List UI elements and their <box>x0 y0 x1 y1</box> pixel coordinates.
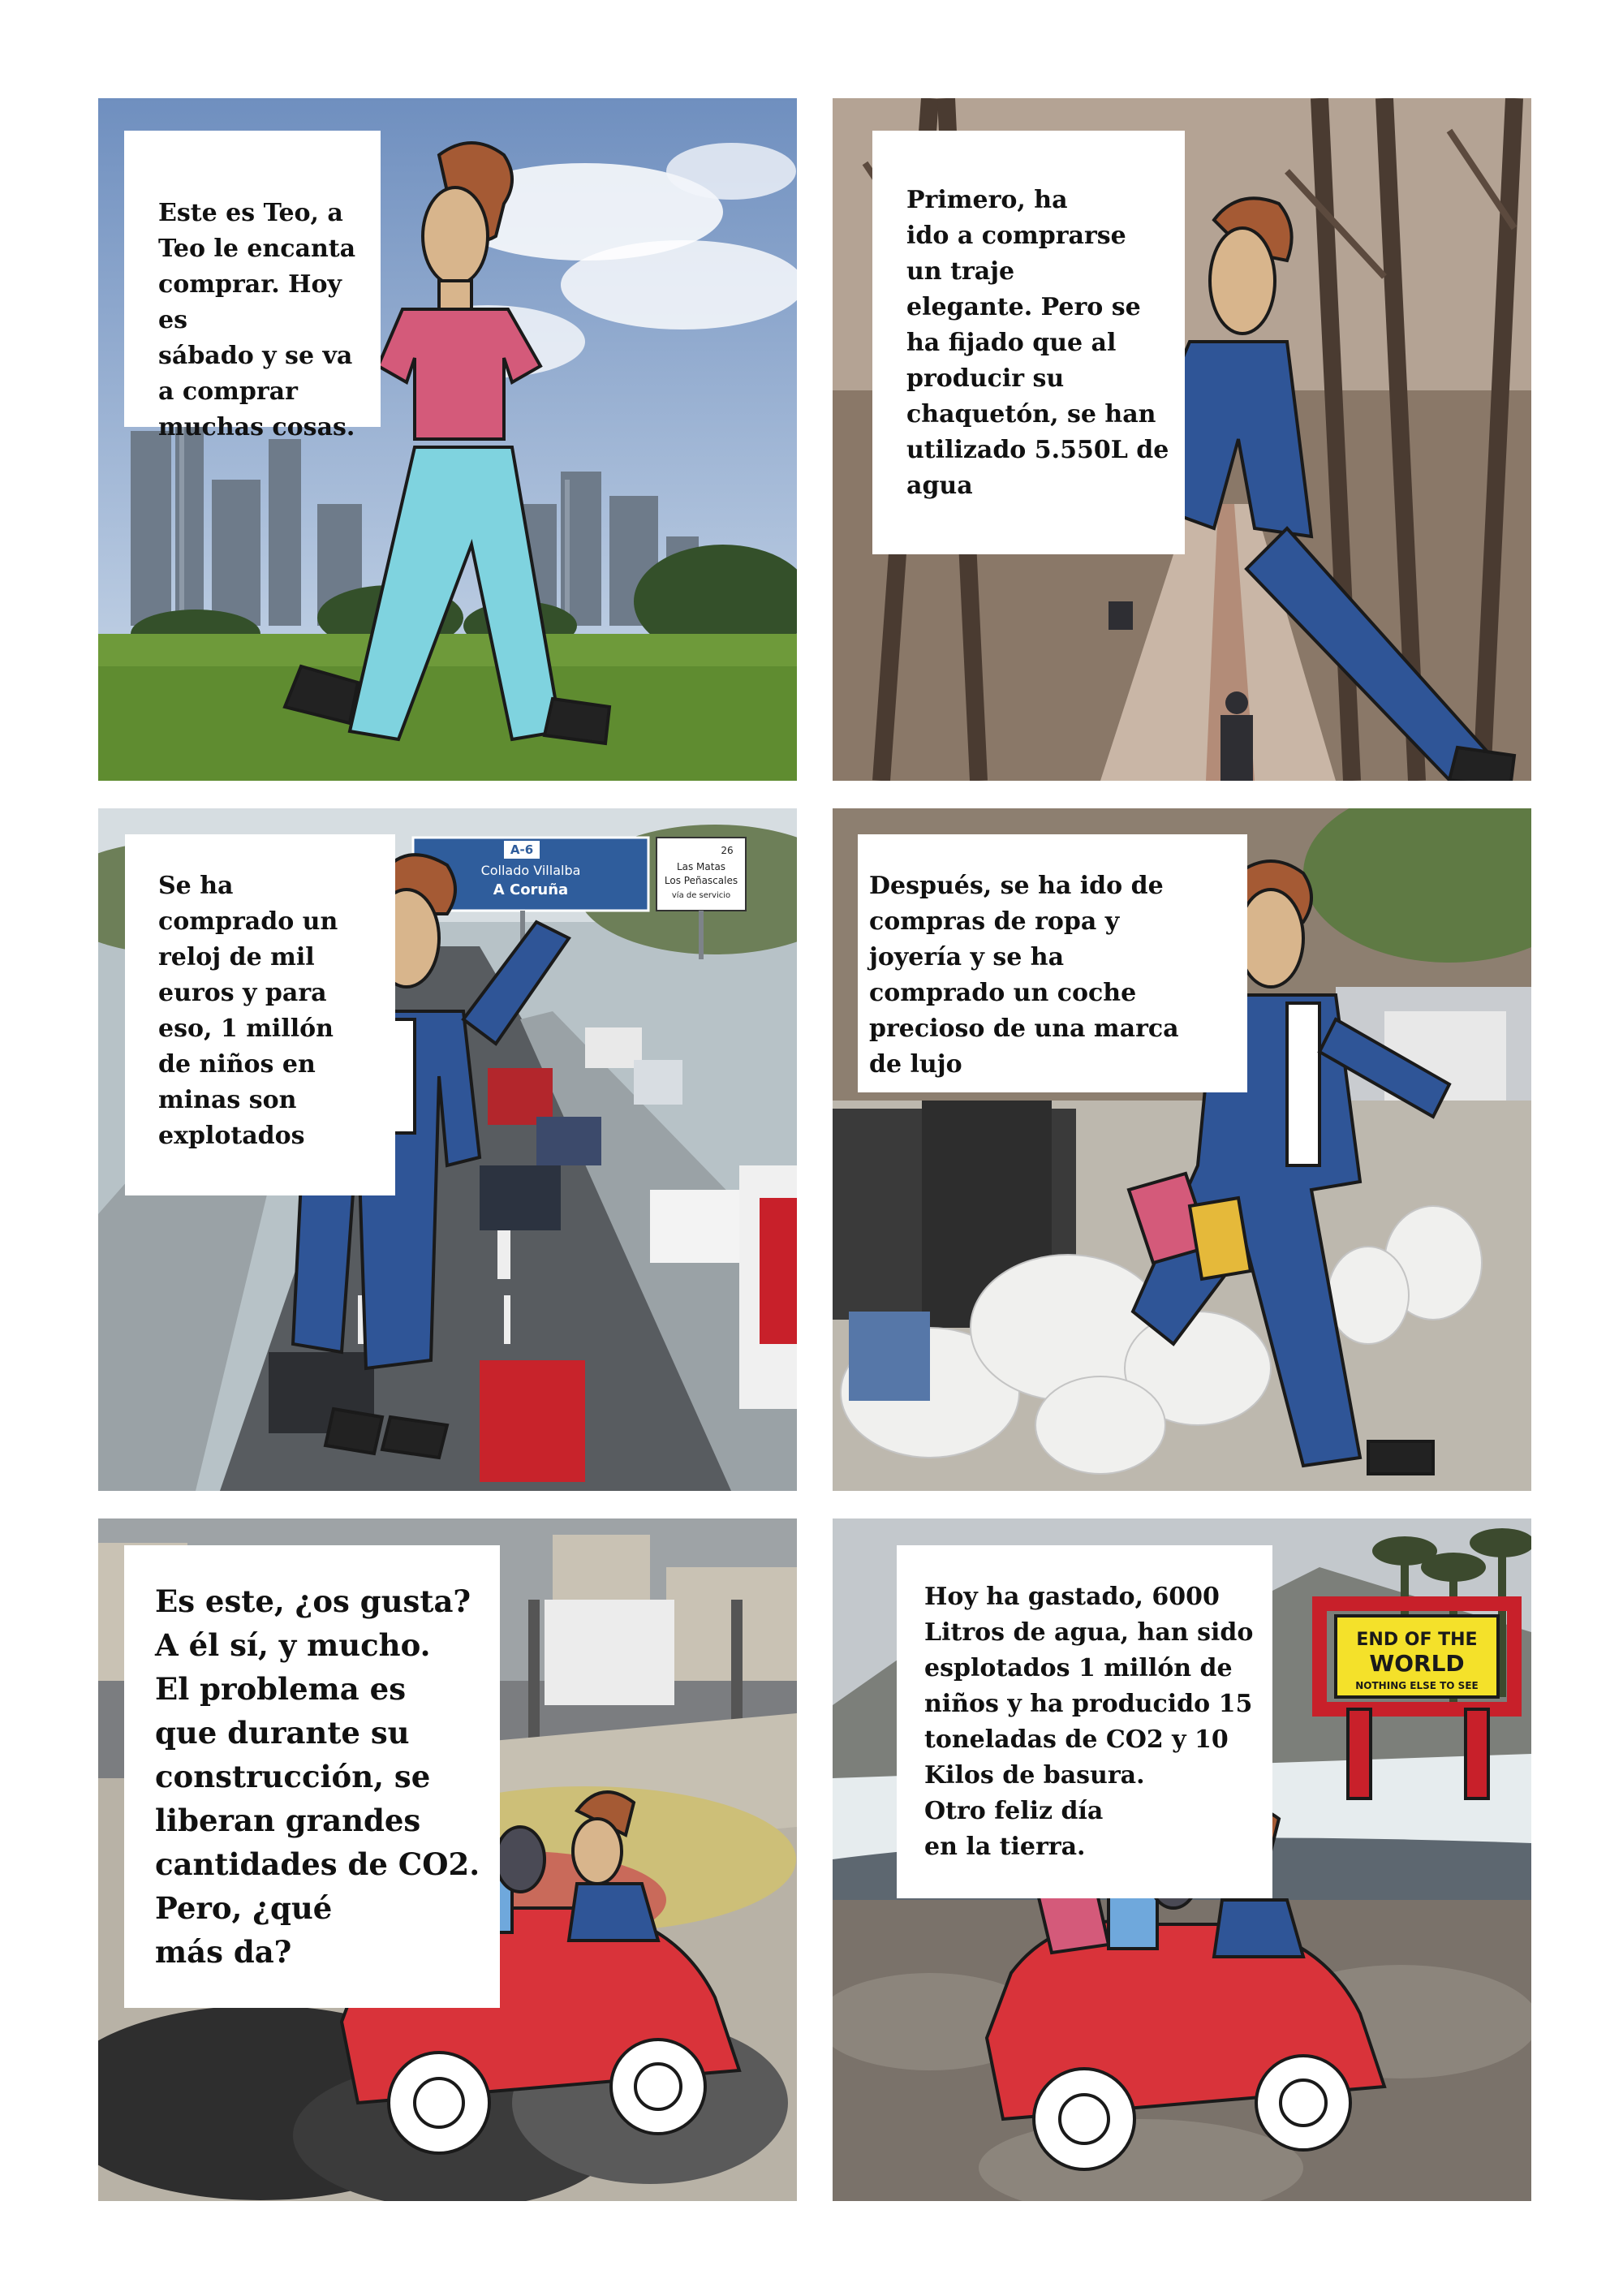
panel-6-caption: Hoy ha gastado, 6000 Litros de agua, han sido esplotados 1 millón de niños y ha producido 15 toneladas de CO2 y 10 Kilos de basura. Otro feliz día en la tierra. <box>897 1545 1272 1898</box>
panel-5-caption: Es este, ¿os gusta? A él sí, y mucho. El problema es que durante su construcción, se liberan grandes cantidades de CO2. Pero, ¿qué más da? <box>124 1545 500 2008</box>
sign-line-1: END OF THE <box>1356 1630 1478 1650</box>
panel-2-caption: Primero, ha ido a comprarse un traje elegante. Pero se ha fijado que al producir su chaquetón, se han utilizado 5.550L de agua <box>872 131 1185 554</box>
panel-2 <box>833 98 1531 781</box>
sign-line-3: NOTHING ELSE TO SEE <box>1355 1680 1479 1691</box>
exit-number: 26 <box>721 845 734 856</box>
panel-3 <box>98 808 797 1491</box>
sign-line-2: WORLD <box>1369 1650 1465 1677</box>
sign-line-2: A Coruña <box>493 881 569 898</box>
panel-3-caption: Se ha comprado un reloj de mil euros y para eso, 1 millón de niños en minas son explotados <box>125 834 395 1195</box>
exit-line-3: vía de servicio <box>671 891 731 900</box>
sign-route: A-6 <box>510 842 534 857</box>
panel-4 <box>833 808 1531 1491</box>
panel-4-caption: Después, se ha ido de compras de ropa y joyería y se ha comprado un coche precioso de una marca de lujo <box>858 834 1247 1092</box>
panel-1 <box>98 98 797 781</box>
panel-5 <box>98 1518 797 2201</box>
panel-6 <box>833 1518 1531 2201</box>
sign-line-1: Collado Villalba <box>480 863 581 878</box>
exit-line-1: Las Matas <box>676 861 726 872</box>
exit-line-2: Los Peñascales <box>664 875 738 886</box>
panel-1-caption: Este es Teo, a Teo le encanta comprar. Hoy es sábado y se va a comprar muchas cosas. <box>124 131 381 427</box>
